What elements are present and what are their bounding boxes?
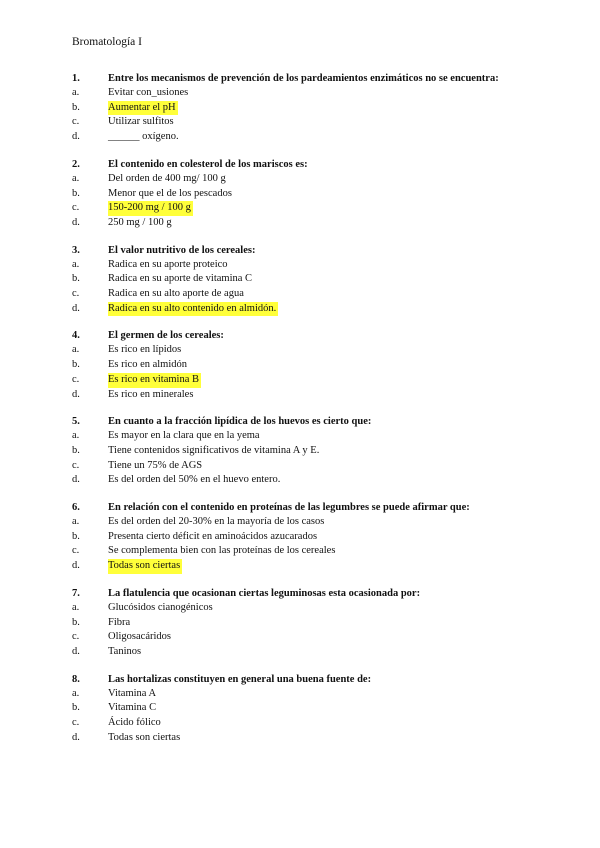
answer-option	[72, 616, 542, 631]
answer-option	[72, 287, 542, 302]
option-text: Todas son ciertas	[108, 731, 181, 743]
question-number: 7.	[72, 587, 80, 599]
option-letter: b.	[72, 273, 80, 285]
option-letter: b.	[72, 530, 80, 542]
option-text: Fibra	[108, 616, 131, 628]
option-text: Vitamina C	[108, 702, 157, 714]
question-text: En cuanto a la fracción lipídica de los huevos es cierto que:	[108, 416, 372, 428]
option-letter: a.	[72, 344, 80, 356]
question-number: 5.	[72, 416, 80, 428]
question-number: 4.	[72, 330, 80, 342]
question-text: La flatulencia que ocasionan ciertas leguminosas esta ocasionada por:	[108, 587, 421, 599]
option-letter: b.	[72, 101, 80, 113]
option-text: Es del orden del 20-30% en la mayoría de los casos	[108, 516, 325, 528]
option-text: Es del orden del 50% en el huevo entero.	[108, 474, 281, 486]
question-heading	[72, 328, 542, 343]
option-letter: c.	[72, 288, 80, 300]
option-letter: c.	[72, 545, 80, 557]
question-number: 8.	[72, 673, 80, 685]
option-letter: a.	[72, 516, 80, 528]
answer-option	[72, 258, 542, 273]
answer-option	[72, 645, 542, 660]
question-text: El valor nutritivo de los cereales:	[108, 244, 256, 256]
question-text: El contenido en colesterol de los mariscos es:	[108, 158, 308, 170]
option-letter: d.	[72, 645, 80, 657]
answer-option	[72, 358, 542, 373]
question-list	[72, 71, 542, 758]
option-text: Ácido fólico	[108, 717, 161, 729]
option-text: Radica en su aporte proteico	[108, 258, 228, 270]
highlighted-answer-text: 150-200 mg / 100 g	[108, 201, 193, 216]
option-letter: d.	[72, 560, 80, 572]
answer-option	[72, 115, 542, 130]
question-block	[72, 586, 542, 660]
option-text: Utilizar sulfitos	[108, 116, 174, 128]
answer-option	[72, 216, 542, 231]
option-letter: d.	[72, 731, 80, 743]
option-text: Es rico en minerales	[108, 388, 194, 400]
option-letter: b.	[72, 616, 80, 628]
option-letter: c.	[72, 373, 80, 385]
answer-option	[72, 515, 542, 530]
answer-option	[72, 701, 542, 716]
question-block	[72, 414, 542, 488]
option-text: Evitar con_usiones	[108, 87, 189, 98]
option-letter: a.	[72, 430, 80, 442]
highlighted-answer-text: Es rico en vitamina B	[108, 373, 201, 388]
highlighted-answer-text: Todas son ciertas	[108, 559, 182, 574]
question-text: Las hortalizas constituyen en general una buena fuente de:	[108, 673, 372, 685]
option-letter: a.	[72, 258, 80, 270]
question-heading	[72, 243, 542, 258]
answer-option	[72, 130, 542, 145]
option-text: Se complementa bien con las proteínas de los cereales	[108, 545, 336, 557]
option-letter: d.	[72, 474, 80, 486]
option-text: Es mayor en la clara que en la yema	[108, 430, 260, 442]
question-block	[72, 243, 542, 317]
answer-option	[72, 201, 542, 216]
option-letter: b.	[72, 359, 80, 371]
answer-option	[72, 630, 542, 645]
highlighted-answer-text: Radica en su alto contenido en almidón.	[108, 302, 278, 317]
question-block	[72, 71, 542, 145]
question-text: El germen de los cereales:	[108, 330, 224, 342]
question-number: 3.	[72, 244, 80, 256]
answer-option	[72, 473, 542, 488]
option-letter: c.	[72, 202, 80, 214]
option-text: Tiene contenidos significativos de vitamina A y E.	[108, 444, 320, 456]
answer-option	[72, 459, 542, 474]
answer-option	[72, 388, 542, 403]
question-heading	[72, 71, 542, 86]
answer-option	[72, 716, 542, 731]
option-letter: a.	[72, 601, 80, 613]
option-letter: d.	[72, 302, 80, 314]
option-letter: a.	[72, 172, 80, 184]
answer-option	[72, 373, 542, 388]
question-text: En relación con el contenido en proteínas de las legumbres se puede afirmar que:	[108, 502, 470, 514]
highlighted-answer-text: Aumentar el pH	[108, 101, 178, 116]
option-letter: d.	[72, 131, 80, 143]
question-heading	[72, 500, 542, 515]
option-text: Tiene un 75% de AGS	[108, 459, 203, 471]
question-heading	[72, 672, 542, 687]
answer-option	[72, 272, 542, 287]
question-text: Entre los mecanismos de prevención de los pardeamientos enzimáticos no se encuentra:	[108, 73, 499, 84]
question-block	[72, 328, 542, 402]
answer-option	[72, 544, 542, 559]
option-text: ______ oxígeno.	[108, 131, 179, 143]
option-letter: c.	[72, 631, 80, 643]
answer-option	[72, 444, 542, 459]
question-heading	[72, 586, 542, 601]
option-letter: a.	[72, 687, 80, 699]
question-block	[72, 500, 542, 574]
question-heading	[72, 414, 542, 429]
option-text: Es rico en almidón	[108, 359, 188, 371]
option-letter: b.	[72, 444, 80, 456]
answer-option	[72, 601, 542, 616]
option-text: Es rico en lípidos	[108, 344, 182, 356]
option-letter: a.	[72, 87, 80, 98]
document-title: Bromatología I	[72, 36, 142, 48]
question-number: 6.	[72, 502, 80, 514]
option-text: Del orden de 400 mg/ 100 g	[108, 172, 226, 184]
answer-option	[72, 687, 542, 702]
answer-option	[72, 731, 542, 746]
option-letter: d.	[72, 388, 80, 400]
option-text: Taninos	[108, 645, 142, 657]
question-number: 2.	[72, 158, 80, 170]
question-block	[72, 672, 542, 746]
answer-option	[72, 302, 542, 317]
question-heading	[72, 157, 542, 172]
answer-option	[72, 559, 542, 574]
option-text: Radica en su aporte de vitamina C	[108, 273, 253, 285]
option-text: Presenta cierto déficit en aminoácidos azucarados	[108, 530, 318, 542]
option-letter: d.	[72, 216, 80, 228]
answer-option	[72, 530, 542, 545]
option-letter: c.	[72, 459, 80, 471]
option-letter: b.	[72, 702, 80, 714]
option-text: Glucósidos cianogénicos	[108, 601, 213, 613]
option-text: Radica en su alto aporte de agua	[108, 288, 244, 300]
answer-option	[72, 172, 542, 187]
question-number: 1.	[72, 73, 80, 84]
option-text: Menor que el de los pescados	[108, 187, 232, 199]
option-letter: c.	[72, 116, 80, 128]
answer-option	[72, 101, 542, 116]
answer-option	[72, 429, 542, 444]
answer-option	[72, 86, 542, 101]
answer-option	[72, 343, 542, 358]
answer-option	[72, 187, 542, 202]
option-letter: b.	[72, 187, 80, 199]
option-text: 250 mg / 100 g	[108, 216, 172, 228]
option-letter: c.	[72, 717, 80, 729]
option-text: Vitamina A	[108, 687, 157, 699]
question-block	[72, 157, 542, 231]
option-text: Oligosacáridos	[108, 631, 171, 643]
